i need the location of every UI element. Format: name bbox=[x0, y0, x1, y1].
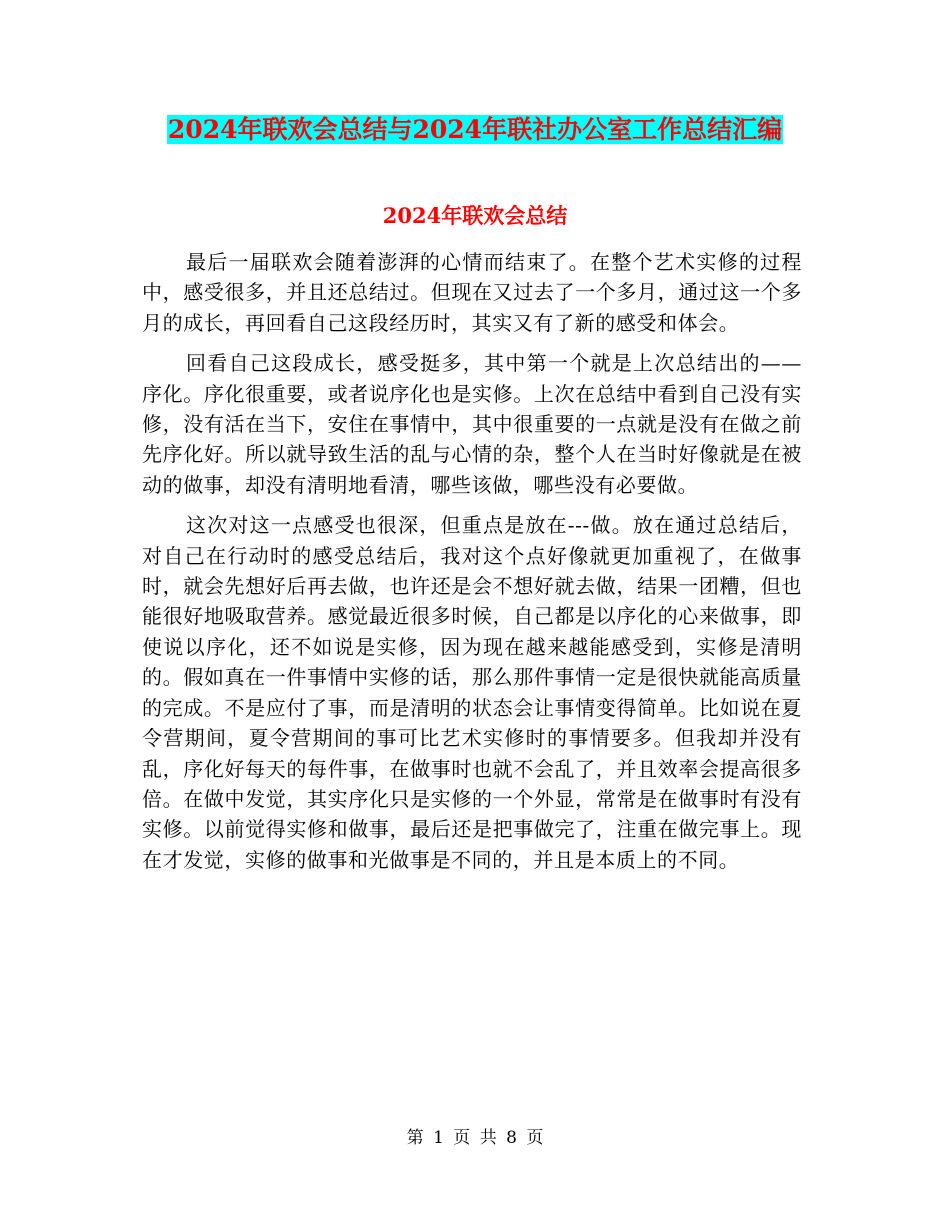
section-heading: 2024年联欢会总结 bbox=[382, 203, 568, 228]
paragraph: 回看自己这段成长，感受挺多，其中第一个就是上次总结出的——序化。序化很重要，或者说序化也是实修。上次在总结中看到自己没有实修，没有活在当下，安住在事情中，其中很重要的一点就是没有在做之前先序化好。所以就导致生活的乱与心情的杂，整个人在当时好像就是在被动的做事，却没有清明地看清，哪些该做，哪些没有必要做。 bbox=[142, 351, 802, 497]
paragraph: 这次对这一点感受也很深，但重点是放在---做。放在通过总结后，对自己在行动时的感受总结后，我对这个点好像就更加重视了，在做事时，就会先想好后再去做，也许还是会不想好就去做，结果一团糟，但也能很好地吸取营养。感觉最近很多时候，自己都是以序化的心来做事，即使说以序化，还不如说是实修，因为现在越来越能感受到，实修是清明的。假如真在一件事情中实修的话，那么那件事情一定是很快就能高质量的完成。不是应付了事，而是清明的状态会让事情变得简单。比如说在夏令营期间，夏令营期间的事可比艺术实修时的事情要多。但我却并没有乱，序化好每天的每件事，在做事时也就不会乱了，并且效率会提高很多倍。在做中发觉，其实序化只是实修的一个外显，常常是在做事时有没有实修。以前觉得实修和做事，最后还是把事做完了，注重在做完事上。现在才发觉，实修的做事和光做事是不同的，并且是本质上的不同。 bbox=[142, 513, 802, 872]
document-title-text: 2024年联欢会总结与2024年联社办公室工作总结汇编 bbox=[167, 115, 783, 144]
document-title bbox=[0, 113, 950, 147]
paragraph: 最后一届联欢会随着澎湃的心情而结束了。在整个艺术实修的过程中，感受很多，并且还总结过。但现在又过去了一个多月，通过这一个多月的成长，再回看自己这段经历时，其实又有了新的感受和体会。 bbox=[142, 250, 802, 335]
page-number-footer: 第 1 页 共 8 页 bbox=[406, 1128, 544, 1148]
document-body bbox=[142, 247, 802, 885]
